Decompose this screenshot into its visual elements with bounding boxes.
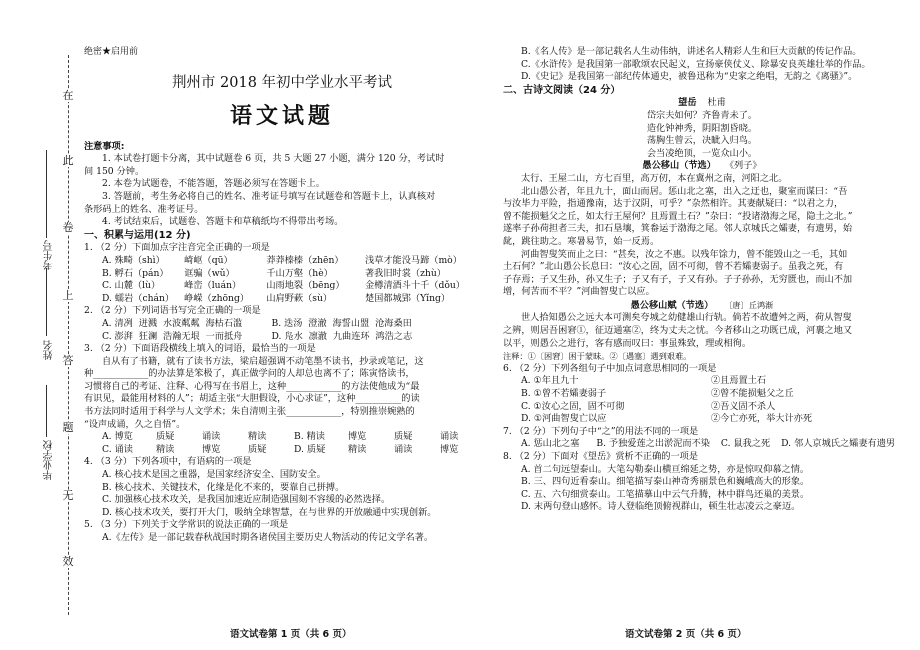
exam-number-label: 考生号: [44, 240, 55, 270]
name-field[interactable]: [46, 268, 47, 336]
option-row: [503, 413, 901, 426]
option-row: [84, 280, 480, 293]
option: 博览: [348, 431, 367, 443]
option: C. 诵读: [102, 443, 133, 455]
passage-line: 书方法同时适用于科学与人文学术；朱自清则主张____________，特别推崇婉熟的: [84, 406, 415, 418]
text2-title: 愚公移山赋（节选）: [630, 299, 714, 311]
notice-line: 1. 本试卷打题卡分离，其中试题卷 6 页，共 5 大题 27 小题，满分 120 分，考试时: [102, 153, 445, 165]
notice-line: 间 150 分钟。: [84, 165, 145, 177]
passage-line: 太行、王屋二山，方七百里，高万仞，本在冀州之南，河阳之北。: [521, 172, 788, 184]
question-stem: 3. （2 分）下面语段横线上填入的词语，最恰当的一项是: [84, 343, 316, 355]
footnote: 注释：①〔困窘〕困于蒙昧。②〔遇塞〕遇到艰难。: [503, 351, 692, 362]
passage-line: 龀，跳往助之。寒暑易节，始一反焉。: [503, 235, 660, 247]
subject-title: 语文试题: [229, 102, 334, 129]
option: 楚国都城郢（Yǐng）: [364, 292, 451, 304]
name-label: 姓名: [44, 340, 55, 360]
question-stem: 1. （2 分）下面加点字注音完全正确的一项是: [84, 242, 270, 254]
seal-char: 题: [62, 421, 74, 434]
option-line: D. 核心技术攻关，要打开大门，吸纳全球智慧，在与世界的开放融通中实现创新。: [102, 506, 437, 518]
option: 千山万壑（hè）: [266, 267, 333, 279]
exam-number-field[interactable]: [46, 150, 47, 238]
option: 诵读: [440, 431, 459, 443]
page-footer-left: 语文试卷第 1 页（共 6 页）: [230, 629, 352, 640]
option: A. 惩山北之塞: [521, 438, 580, 450]
notice-line: 2. 本卷为试题卷，不能答题，答题必须写在答题卡上。: [102, 178, 325, 190]
notice-line: 条形码上的姓名、准考证号。: [84, 203, 204, 215]
option-row: [84, 293, 480, 306]
option: 质疑: [248, 443, 267, 455]
seal-char: 答: [62, 354, 74, 367]
option: 山雨地裂（bēng）: [266, 280, 345, 292]
notice-heading: 注意事项:: [84, 140, 125, 152]
option: ②今亡亦死，举大计亦死: [711, 413, 813, 425]
option: B. 予独爱莲之出淤泥而不染: [596, 438, 710, 450]
option-row: [503, 401, 901, 414]
poem-title: 望岳: [678, 97, 697, 109]
poem-author: 杜甫: [707, 97, 726, 109]
poem-line: 会当凌绝顶，一览众山小。: [646, 147, 758, 159]
option: D. ①河曲智叟亡以应: [521, 413, 607, 425]
poem-line: 荡胸生曾云，决眦入归鸟。: [646, 135, 758, 147]
option: 山肩野蔌（sù）: [266, 292, 333, 304]
notice-line: 4. 考试结束后，试题卷、答题卡和草稿纸均不得带出考场。: [102, 216, 344, 228]
option-line: B. 核心技术、关键技术，化缘是化不来的，要靠自己拼搏。: [102, 481, 345, 493]
passage-line: “设声成诵，久之自悟”。: [84, 418, 186, 430]
option-line: A. 核心技术是国之重器，是国家经济安全、国防安全。: [102, 469, 326, 481]
question-stem: 7. （2 分）下列句子中“之”的用法不同的一项是: [503, 425, 699, 437]
question-stem: 8. （2 分）下面对《望岳》赏析不正确的一项是: [503, 451, 699, 462]
option: 浅草才能没马蹄（mò）: [364, 254, 462, 266]
option: B. ①曾不若孀妻弱子: [521, 388, 607, 400]
passage-line: 与汝毕力平险，指通豫南，达于汉阴，可乎？”杂然相许。其妻献疑曰：“以君之力，: [503, 198, 844, 210]
option: A. 博览: [102, 431, 133, 443]
option: A. 殊畸（shì）: [102, 254, 165, 266]
passage-line: 世人拾知愚公之远大本可测矣夸城之幼健雄山行轨。倘若不故遭舛之两，荷从智叟: [521, 312, 852, 324]
left-column: [84, 46, 480, 545]
seal-char: 效: [62, 555, 74, 568]
option-line: C. 加强核心技术攻关，是我国加速近应制造强国刻不容缓的必然选择。: [102, 494, 391, 506]
option: 质疑: [394, 431, 413, 443]
section-heading: 一、积累与运用(12 分): [84, 229, 191, 241]
passage-line: 自从有了书籍，就有了读书方法，梁启超强调不动笔墨不读书，抄录或笔记，这: [102, 355, 424, 367]
option-row: [84, 431, 480, 444]
seal-char: 卷: [62, 221, 74, 234]
option-row: [84, 444, 480, 457]
option-line: A. 首二句远望泰山。大笔勾勒泰山横亘绵延之势，亦是惊叹仰慕之情。: [521, 463, 810, 475]
option-line: A.《左传》是一部记载春秋战国时期各诸侯国主要历史人物活动的传记文学名著。: [102, 532, 434, 543]
seal-char: 上: [62, 289, 74, 302]
option: 峥嵘（zhōng）: [184, 292, 250, 304]
option: C. 山麓（lù）: [102, 280, 161, 292]
option: 崎岖（qū）: [184, 254, 233, 266]
option: ②曾不能损魁父之丘: [711, 388, 794, 400]
option-row: A. 清冽 迸溅 水波粼粼 海枯石滥 B. 迭汤 澄澈 海誓山盟 沧海桑田: [102, 317, 412, 329]
option-line: D. 末两句登山感怀。诗人登临绝顶俯视群山，顿生壮志凌云之豪迈。: [521, 501, 801, 513]
text2-source: 〔唐〕丘鸿渐: [724, 299, 774, 310]
option: 诵读: [394, 443, 413, 455]
exam-title: 荆州市 2018 年初中学业水平考试: [171, 74, 393, 91]
notice-line: 3. 答题前，考生务必将自己的姓名、准考证号填写在试题卷和答题卡上，认真核对: [102, 190, 436, 202]
option: 莽莽榛榛（zhēn）: [266, 254, 344, 266]
option: ②吾义固不杀人: [711, 400, 776, 412]
text1-source: 《列子》: [724, 160, 762, 172]
option-line: C.《水浒传》是我国第一部歌颂农民起义，宣扬豪侠仗义、除暴安良英雄壮举的作品。: [521, 58, 871, 70]
passage-line: 北山愚公者，年且九十，面山而居。惩山北之塞，出入之迂也，聚室而谋曰：“吾: [521, 185, 848, 197]
option-row: [84, 255, 480, 268]
option-line: D.《史记》是我国第一部纪传体通史，被鲁迅称为“史家之绝唱，无韵之《离骚》”。: [521, 71, 858, 83]
poem-heading: [503, 97, 901, 110]
passage-line: 有识见，最能用材料的人”；胡适主张“大胆假设，小心求证”，这种__________的读: [84, 393, 420, 405]
passage-line: 土石何？”北山愚公长息曰：“汝心之固，固不可彻，曾不若孀妻弱子。虽我之死，有: [503, 261, 844, 273]
option-row: C. 澎湃 狂澜 浩瀚无垠 一而抵舟 D. 凫水 凛澈 九曲连环 鸿浩之志: [102, 330, 413, 342]
passage-line: 河曲智叟笑而止之曰：“甚矣，汝之不惠。以残年馀力，曾不能毁山之一毛，其如: [521, 248, 848, 260]
passage-line: 种____________的办法算是笨极了，真正做学问的人却总也离不了；陈寅恪读书，: [84, 368, 415, 380]
question-stem: 2. （2 分）下列词语书写完全正确的一项是: [84, 305, 261, 317]
section-heading: 二、古诗文阅读（24 分）: [503, 84, 621, 96]
option: 著我旧时裳（zhù）: [364, 267, 446, 279]
passage-line: 之辨，则居吾困窘①，征迈通塞②，终为丈夫之忧。今者移山之功既已成，河裹之地又: [503, 325, 853, 337]
seal-char: 此: [62, 154, 74, 167]
option: 质疑: [156, 431, 175, 443]
option: 金樽清酒斗十千（dǒu）: [364, 280, 465, 292]
option-line: C. 五、六句细赏泰山。工笔描摹山中云气升腾，林中群鸟还巢的美景。: [521, 488, 810, 500]
option-row: [503, 438, 901, 451]
option-line: B. 三、四句近看泰山。细笔描写泰山神奇秀丽景色和巍峨高大的形象。: [521, 476, 810, 488]
option: 峰峦（luán）: [184, 280, 242, 292]
binding-margin: [0, 0, 82, 650]
option: D. 质疑: [294, 443, 326, 455]
passage-line: 以平，则愚公之进行，客有感而叹曰：事虽殊致，理或相徇。: [503, 337, 752, 349]
passage-line: 增，何苦而不平？”河曲智叟亡以应。: [503, 286, 655, 298]
school-field[interactable]: [46, 385, 47, 437]
right-column: [503, 46, 901, 514]
option: 精读: [248, 431, 267, 443]
passage-line: 习惯将自己的考证、注释、心得写在书眉上，这种____________的方法使他成为“最: [84, 380, 420, 392]
passage-line: 遂率子孙荷担者三夫，扣石垦壤，箕畚运于渤海之尾。邻人京城氏之孀妻，有遗男，始: [503, 223, 853, 235]
seal-line: [68, 55, 69, 615]
question-stem: 4. （3 分）下列各项中，有语病的一项是: [84, 456, 252, 468]
text1-heading: [503, 160, 901, 173]
option: 诵读: [202, 431, 221, 443]
poem-line: 造化钟神秀，阴阳割昏晓。: [646, 122, 758, 134]
page-footer-right: 语文试卷第 2 页（共 6 页）: [625, 629, 747, 640]
question-stem: 5. （3 分）下列关于文学常识的说法正确的一项是: [84, 519, 289, 531]
option: C. ①汝心之固，固不可彻: [521, 400, 625, 412]
option: A. ①年且九十: [521, 375, 579, 387]
option: B. 精读: [294, 431, 325, 443]
option: 诓骗（wǔ）: [184, 267, 235, 279]
option-row: [84, 268, 480, 281]
option: 博览: [440, 443, 459, 455]
option: D. 邻人京城氏之孀妻有遗男: [781, 438, 896, 450]
seal-char: 在: [62, 89, 74, 102]
text2-heading: [503, 299, 901, 313]
poem-line: 岱宗夫如何？齐鲁青未了。: [646, 109, 758, 121]
option: 精读: [348, 443, 367, 455]
passage-line: 子存焉；子又生孙，孙又生子；子又有子，子又有孙。子子孙孙，无穷匮也，而山不加: [503, 273, 853, 285]
option: C. 鼠我之死: [720, 438, 771, 450]
option: ②且焉置土石: [711, 375, 767, 387]
option: B. 孵石（pán）: [102, 267, 169, 279]
option: 精读: [156, 443, 175, 455]
option: D. 蠕岩（chán）: [102, 292, 175, 304]
option-row: [503, 375, 901, 388]
passage-line: 曾不能损魁父之丘，如太行王屋何？且焉置土石？”杂曰：“投诸渤海之尾，隐土之北。”: [503, 210, 853, 222]
question-stem: 6. （2 分）下列各组句子中加点词意思相同的一项是: [503, 362, 717, 374]
option-row: [503, 388, 901, 401]
option: 博览: [202, 443, 221, 455]
school-label: 毕业学校: [44, 440, 55, 480]
secret-mark: 绝密★启用前: [84, 47, 139, 57]
option-line: B.《名人传》是一部记载名人生动伟纳，讲述名人精彩人生和巨大贡献的传记作品。: [521, 46, 862, 57]
seal-char: 无: [62, 489, 74, 502]
text1-title: 愚公移山（节选）: [642, 160, 716, 172]
